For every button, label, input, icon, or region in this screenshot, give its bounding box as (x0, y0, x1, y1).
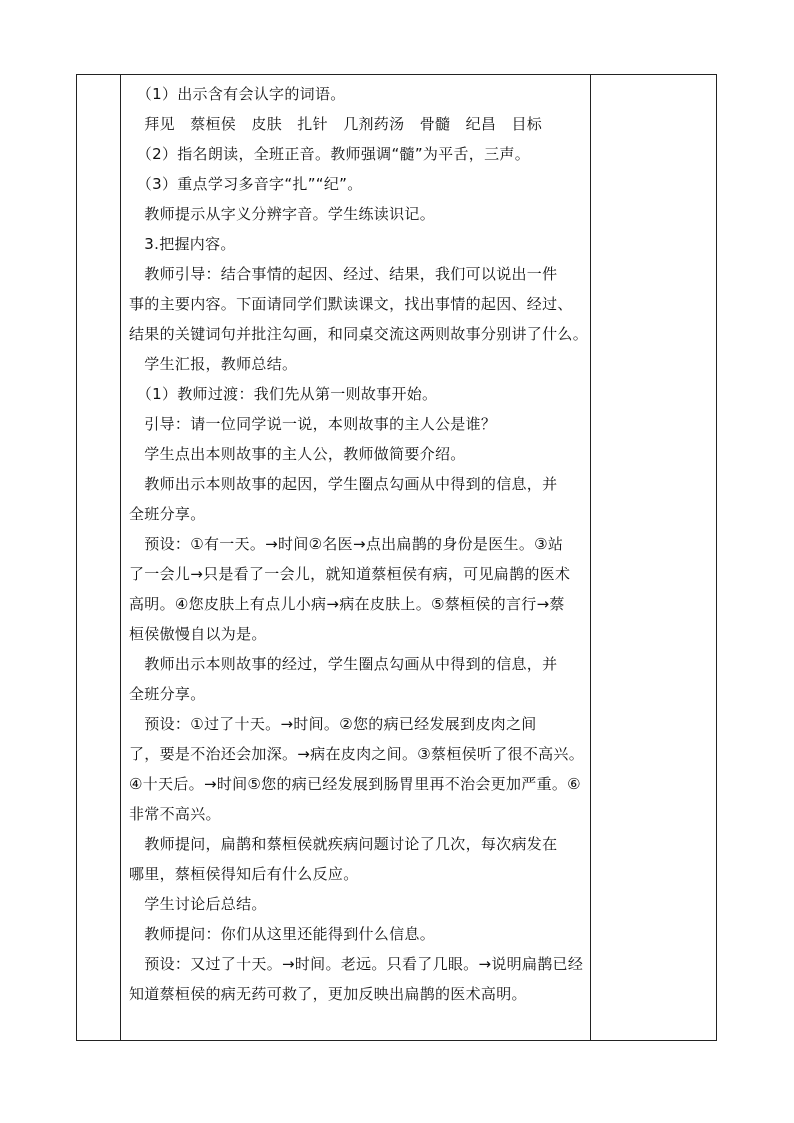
text-line: 非常不高兴。 (129, 805, 221, 823)
text-line: 高明。④您皮肤上有点儿小病→病在皮肤上。⑤蔡桓侯的言行→蔡 (129, 595, 565, 613)
text-line: 预设：又过了十天。→时间。老远。只看了几眼。→说明扁鹊已经 (129, 955, 584, 973)
text-line: 全班分享。 (129, 505, 206, 523)
text-line: 了，要是不治还会加深。→病在皮肉之间。③蔡桓侯听了很不高兴。 (129, 745, 585, 763)
text-line: 教师出示本则故事的经过，学生圈点勾画从中得到的信息，并 (129, 655, 558, 673)
text-line: 教师提问：你们从这里还能得到什么信息。 (129, 925, 436, 943)
text-line: ④十天后。→时间⑤您的病已经发展到肠胃里再不治会更加严重。⑥ (129, 775, 581, 793)
text-line: （3）重点学习多音字“扎”“纪”。 (129, 175, 363, 193)
text-line: 哪里，蔡桓侯得知后有什么反应。 (129, 865, 359, 883)
text-line: 教师提示从字义分辨字音。学生练读识记。 (129, 205, 436, 223)
text-line: 教师引导：结合事情的起因、经过、结果，我们可以说出一件 (129, 265, 558, 283)
text-line: 拜见 蔡桓侯 皮肤 扎针 几剂药汤 骨髓 纪昌 目标 (129, 115, 543, 133)
text-line: 预设：①过了十天。→时间。②您的病已经发展到皮肉之间 (129, 715, 537, 733)
text-line: 学生汇报，教师总结。 (129, 355, 298, 373)
lesson-content (129, 79, 591, 1009)
column-divider-left (120, 75, 121, 1040)
lesson-table (76, 74, 717, 1041)
text-line: 学生讨论后总结。 (129, 895, 267, 913)
text-line: 学生点出本则故事的主人公，教师做简要介绍。 (129, 445, 466, 463)
text-line: 知道蔡桓侯的病无药可救了，更加反映出扁鹊的医术高明。 (129, 985, 527, 1003)
text-line: 预设：①有一天。→时间②名医→点出扁鹊的身份是医生。③站 (129, 535, 564, 553)
text-line: （1）出示含有会认字的词语。 (129, 85, 346, 103)
text-line: 全班分享。 (129, 685, 206, 703)
text-line: 引导：请一位同学说一说，本则故事的主人公是谁？ (129, 415, 497, 433)
text-line: 桓侯傲慢自以为是。 (129, 625, 267, 643)
text-line: 教师出示本则故事的起因，学生圈点勾画从中得到的信息，并 (129, 475, 558, 493)
text-line: 事的主要内容。下面请同学们默读课文，找出事情的起因、经过、 (129, 295, 573, 313)
text-line: 教师提问，扁鹊和蔡桓侯就疾病问题讨论了几次，每次病发在 (129, 835, 558, 853)
text-line: （1）教师过渡：我们先从第一则故事开始。 (129, 385, 438, 403)
text-line: 了一会儿→只是看了一会儿，就知道蔡桓侯有病，可见扁鹊的医术 (129, 565, 571, 583)
text-line: （2）指名朗读，全班正音。教师强调“髓”为平舌，三声。 (129, 145, 530, 163)
text-line: 结果的关键词句并批注勾画，和同桌交流这两则故事分别讲了什么。 (129, 325, 589, 343)
text-line: 3.把握内容。 (129, 235, 236, 253)
